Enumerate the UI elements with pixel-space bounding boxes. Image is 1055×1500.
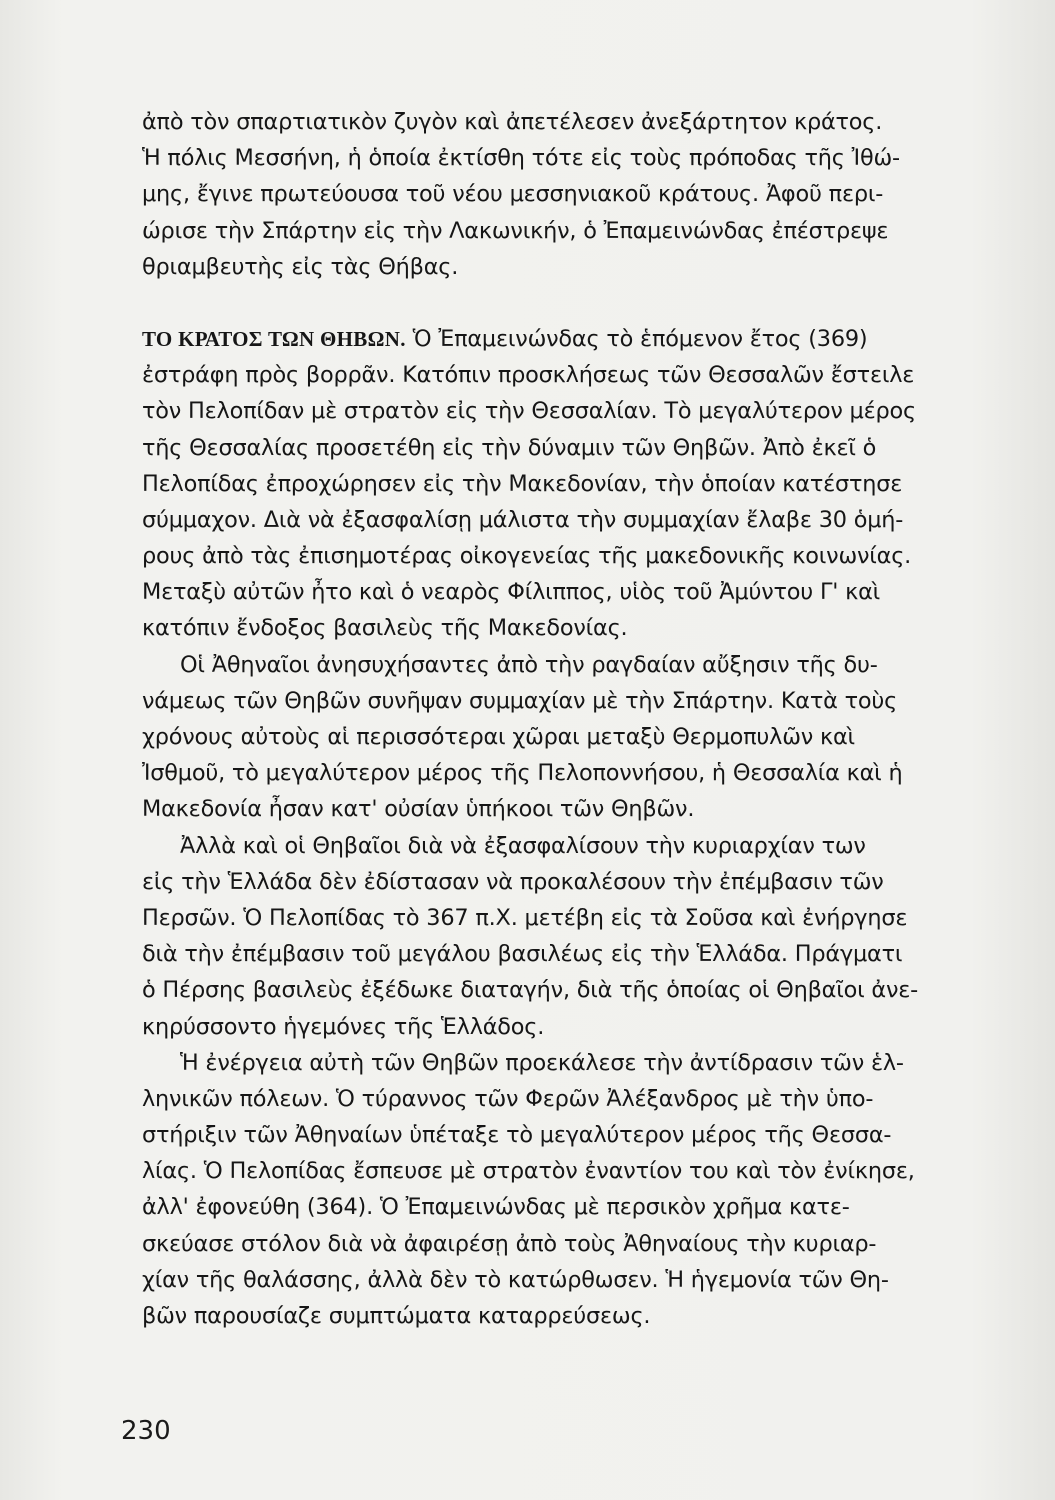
text-line: Πελοπίδας ἐπροχώρησεν εἰς τὴν Μακεδονίαν, τὴν ὁποίαν κατέστησε [142, 470, 903, 497]
text-line: ώρισε τὴν Σπάρτην εἰς τὴν Λακωνικήν, ὁ Ἐπαμεινώνδας ἐπέστρεψε [142, 217, 889, 244]
text-line: ἐστράφη πρὸς βορρᾶν. Κατόπιν προσκλήσεως τῶν Θεσσαλῶν ἔστειλε [142, 362, 915, 389]
text-line: θριαμβευτὴς εἰς τὰς Θήβας. [142, 253, 459, 280]
text-line: Ὁ Ἐπαμεινώνδας τὸ ἑπόμενον ἔτος (369) [405, 325, 868, 352]
text-line: βῶν παρουσίαζε συμπτώματα καταρρεύσεως. [142, 1303, 651, 1329]
text-line: Μακεδονία ἦσαν κατ' οὐσίαν ὑπήκοοι τῶν Θηβῶν. [142, 796, 695, 823]
section-heading-line [142, 321, 932, 357]
text-line: εἰς τὴν Ἑλλάδα δὲν ἐδίστασαν νὰ προκαλέσουν τὴν ἐπέμβασιν τῶν [142, 868, 884, 895]
text-line: τὸν Πελοπίδαν μὲ στρατὸν εἰς τὴν Θεσσαλίαν. Τὸ μεγαλύτερον μέρος [142, 398, 916, 425]
text-line: Μεταξὺ αὐτῶν ἦτο καὶ ὁ νεαρὸς Φίλιππος, υἱὸς τοῦ Ἀμύντου Γ' καὶ [142, 579, 881, 606]
text-line: Περσῶν. Ὁ Πελοπίδας τὸ 367 π.Χ. μετέβη εἰς τὰ Σοῦσα καὶ ἐνήργησε [142, 904, 908, 931]
text-line: μης, ἔγινε πρωτεύουσα τοῦ νέου μεσσηνιακοῦ κράτους. Ἀφοῦ περι- [142, 181, 884, 208]
section-gap [142, 285, 932, 321]
text-line: ὁ Πέρσης βασιλεὺς ἐξέδωκε διαταγήν, διὰ τῆς ὁποίας οἱ Θηβαῖοι ἀνε- [142, 977, 919, 1004]
text-line: Ἡ πόλις Μεσσήνη, ἡ ὁποία ἐκτίσθη τότε εἰς τοὺς πρόποδας τῆς Ἰθώ- [142, 145, 900, 172]
paragraph-start-line: Οἱ Ἀθηναῖοι ἀνησυχήσαντες ἀπὸ τὴν ραγδαίαν αὔξησιν τῆς δυ- [180, 651, 878, 678]
text-line: σύμμαχον. Διὰ νὰ ἐξασφαλίσῃ μάλιστα τὴν συμμαχίαν ἔλαβε 30 ὁμή- [142, 506, 904, 533]
text-line: κατόπιν ἔνδοξος βασιλεὺς τῆς Μακεδονίας. [142, 615, 628, 642]
paragraph-start-line: Ἀλλὰ καὶ οἱ Θηβαῖοι διὰ νὰ ἐξασφαλίσουν τὴν κυριαρχίαν των [180, 832, 866, 859]
text-line: ἀλλ' ἐφονεύθη (364). Ὁ Ἐπαμεινώνδας μὲ περσικὸν χρῆμα κατε- [142, 1194, 850, 1221]
text-line: ἀπὸ τὸν σπαρτιατικὸν ζυγὸν καὶ ἀπετέλεσεν ἀνεξάρτητον κράτος. [142, 109, 883, 135]
text-line: διὰ τὴν ἐπέμβασιν τοῦ μεγάλου βασιλέως εἰς τὴν Ἑλλάδα. Πράγματι [142, 941, 903, 968]
text-line: νάμεως τῶν Θηβῶν συνῆψαν συμμαχίαν μὲ τὴν Σπάρτην. Κατὰ τοὺς [142, 687, 898, 714]
section-heading: ΤΟ ΚΡΑΤΟΣ ΤΩΝ ΘΗΒΩΝ. [142, 326, 406, 351]
paragraph-start-line: Ἡ ἐνέργεια αὐτὴ τῶν Θηβῶν προεκάλεσε τὴν ἀντίδρασιν τῶν ἑλ- [180, 1049, 904, 1076]
text-line: λίας. Ὁ Πελοπίδας ἔσπευσε μὲ στρατὸν ἐναντίον του καὶ τὸν ἐνίκησε, [142, 1158, 915, 1185]
text-line: Ἰσθμοῦ, τὸ μεγαλύτερον μέρος τῆς Πελοποννήσου, ἡ Θεσσαλία καὶ ἡ [142, 760, 903, 787]
page-number: 230 [121, 1416, 171, 1446]
body-text [142, 104, 932, 1334]
text-line: χρόνους αὐτοὺς αἱ περισσότεραι χῶραι μεταξὺ Θερμοπυλῶν καὶ [142, 724, 855, 750]
text-line: ρους ἀπὸ τὰς ἐπισημοτέρας οἰκογενείας τῆς μακεδονικῆς κοινωνίας. [142, 543, 912, 570]
text-line: κηρύσσοντο ἡγεμόνες τῆς Ἑλλάδος. [142, 1013, 545, 1040]
text-line: τῆς Θεσσαλίας προσετέθη εἰς τὴν δύναμιν τῶν Θηβῶν. Ἀπὸ ἐκεῖ ὁ [142, 434, 877, 461]
text-line: χίαν τῆς θαλάσσης, ἀλλὰ δὲν τὸ κατώρθωσεν. Ἡ ἡγεμονία τῶν Θη- [142, 1266, 889, 1293]
text-line: ληνικῶν πόλεων. Ὁ τύραννος τῶν Φερῶν Ἀλέξανδρος μὲ τὴν ὑπο- [142, 1085, 874, 1112]
text-line: σκεύασε στόλον διὰ νὰ ἀφαιρέσῃ ἀπὸ τοὺς Ἀθηναίους τὴν κυριαρ- [142, 1230, 877, 1257]
text-line: στήριξιν τῶν Ἀθηναίων ὑπέταξε τὸ μεγαλύτερον μέρος τῆς Θεσσα- [142, 1122, 892, 1149]
